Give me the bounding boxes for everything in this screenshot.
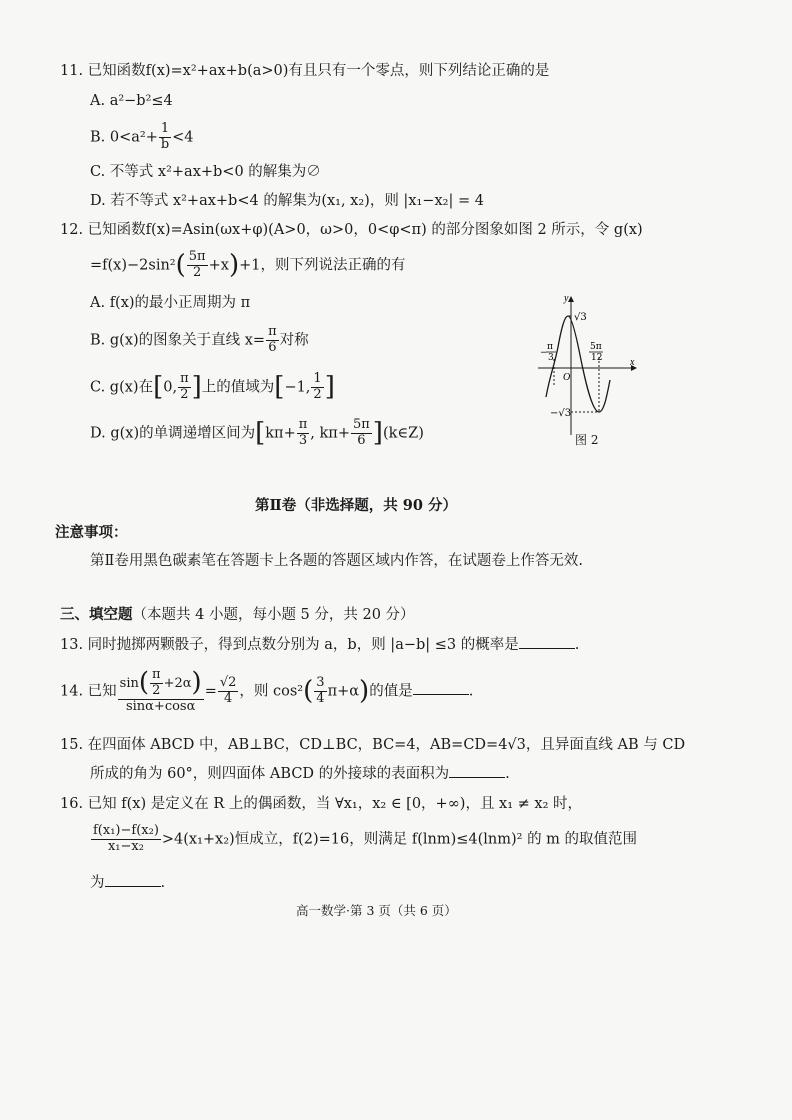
q13: 13. 同时抛掷两颗骰子，得到点数分别为 a，b，则 |a−b| ≤3 的概率是 . — [60, 637, 580, 653]
fraction-numerator: √2 — [219, 674, 237, 690]
right-tick-numerator: 5π — [590, 342, 602, 352]
x-axis-label: x — [630, 357, 635, 368]
section3-title: 三、填空题 — [60, 606, 133, 623]
section3-header — [60, 606, 415, 624]
q12-c-mid: 上的值域为 — [201, 379, 275, 396]
q12-line2-suffix: +1，则下列说法正确的有 — [239, 257, 406, 274]
q11-b-fraction — [159, 122, 171, 153]
q12-d-fraction-1 — [297, 418, 310, 449]
q16-line2-rest: >4(x₁+x₂)恒成立，f(2)=16，则满足 f(lnm)≤4(lnm)² 的 m 的取值范围 — [161, 831, 638, 848]
part2-title: 第Ⅱ卷（非选择题，共 90 分） — [255, 497, 457, 514]
q11-option-a: A. a²−b²≤4 — [90, 93, 173, 109]
left-tick-denominator: 3 — [548, 353, 554, 363]
paren-left: ( — [138, 667, 150, 698]
q14-answer-blank[interactable] — [413, 682, 469, 695]
fraction-numerator: 5π — [188, 249, 206, 265]
section3-note: （本题共 4 小题，每小题 5 分，共 20 分） — [132, 607, 415, 623]
fraction-denominator: 2 — [313, 387, 322, 403]
figure-2-graph — [530, 285, 650, 445]
fraction-numerator: π — [298, 417, 308, 433]
notice-title: 注意事项： — [55, 524, 128, 541]
q12-line2-prefix: =f(x)−2sin² — [90, 257, 176, 274]
q12-option-c — [90, 372, 335, 403]
q12-line2-fraction — [187, 250, 208, 281]
bracket-right: ] — [191, 372, 202, 402]
sine-curve — [546, 316, 610, 412]
fraction-numerator: f(x₁)−f(x₂) — [93, 823, 159, 838]
q14-cos-post: π+α — [327, 683, 360, 700]
fraction-denominator: 2 — [193, 265, 202, 281]
left-tick-numerator: π — [547, 342, 553, 352]
q16-line3-text: 为 — [90, 875, 105, 891]
fraction-denominator: 4 — [223, 690, 233, 706]
origin-label: O — [563, 372, 571, 383]
q16-answer-blank[interactable] — [105, 874, 161, 887]
q15-answer-blank[interactable] — [449, 765, 505, 778]
bracket-left: [ — [255, 418, 266, 448]
q14-cos-fraction — [314, 676, 326, 707]
fraction-denominator: 6 — [357, 433, 366, 449]
q12-stem: 12. 已知函数f(x)=Asin(ωx+φ)(A>0，ω>0，0<φ<π) 的部分图象如图 2 所示，令 g(x) — [60, 222, 643, 238]
fraction-denominator: b — [160, 136, 170, 152]
q12-line2-mid: +x — [208, 257, 229, 274]
fraction-numerator: π — [268, 324, 277, 339]
q12-line2 — [90, 250, 405, 281]
q14-sin: sin — [119, 675, 139, 691]
q11-option-d: D. 若不等式 x²+ax+b<4 的解集为(x₁, x₂)，则 |x₁−x₂| = 4 — [90, 193, 484, 209]
fraction-denominator: 2 — [180, 387, 189, 403]
q12-d-suffix: (k∈Z) — [382, 425, 424, 442]
q14-suffix: 的值是 — [369, 683, 413, 700]
q14-equals: = — [204, 683, 217, 700]
q11-b-suffix: <4 — [172, 129, 194, 146]
fraction-numerator: 5π — [352, 417, 370, 433]
q16-fraction — [91, 824, 161, 855]
q12-option-d — [90, 418, 424, 449]
y-axis-label: y — [564, 293, 569, 304]
q12-b-suffix: 对称 — [279, 332, 309, 349]
bracket-right: ] — [372, 418, 383, 448]
q13-text: 13. 同时抛掷两颗骰子，得到点数分别为 a，b，则 |a−b| ≤3 的概率是 — [60, 637, 519, 653]
q14-main-denominator: sinα+cosα — [125, 698, 196, 714]
q14-prefix: 14. 已知 — [60, 683, 117, 700]
q14-mid: ，则 cos² — [239, 683, 304, 700]
q15-line2-text: 所成的角为 60°，则四面体 ABCD 的外接球的表面积为 — [90, 766, 450, 782]
fraction-denominator: 6 — [268, 339, 277, 355]
notice-text: 第Ⅱ卷用黑色碳素笔在答题卡上各题的答题区域内作答，在试题卷上作答无效. — [90, 553, 583, 569]
right-tick-denominator: 12 — [591, 353, 603, 363]
fraction-numerator: π — [152, 667, 161, 682]
fraction-denominator: 2 — [152, 682, 161, 698]
q14-main-fraction — [118, 668, 204, 715]
figure-caption: 图 2 — [575, 433, 599, 447]
fraction-numerator: 3 — [316, 674, 325, 690]
page-footer: 高一数学·第 3 页（共 6 页） — [296, 903, 457, 918]
fraction-denominator: 4 — [316, 690, 325, 706]
bracket-right: ] — [324, 372, 335, 402]
q11-option-b — [90, 122, 194, 153]
paren-left: ( — [303, 675, 314, 706]
bracket-left: [ — [274, 372, 285, 402]
bracket-left: [ — [153, 372, 164, 402]
q13-answer-blank[interactable] — [519, 636, 575, 649]
q15-line2: 所成的角为 60°，则四面体 ABCD 的外接球的表面积为 . — [90, 766, 510, 782]
q11-b-prefix: B. 0<a²+ — [90, 129, 158, 146]
q16-line1: 16. 已知 f(x) 是定义在 R 上的偶函数，当 ∀x₁，x₂ ∈ [0，+∞)，且 x₁ ≠ x₂ 时， — [60, 796, 583, 812]
fraction-numerator: 1 — [160, 121, 170, 136]
left-tick-sign: − — [540, 348, 548, 358]
q12-c-range-left: −1, — [284, 379, 311, 396]
q12-c-interval-left: 0, — [163, 379, 178, 396]
q12-option-a: A. f(x)的最小正周期为 π — [90, 295, 251, 311]
q14-inner-fraction — [150, 668, 163, 699]
max-value-label: √3 — [574, 312, 587, 323]
q14-num-post: +2α — [163, 675, 192, 691]
q11-stem: 11. 已知函数f(x)=x²+ax+b(a>0)有且只有一个零点，则下列结论正确的是 — [60, 63, 550, 79]
paren-left: ( — [175, 250, 186, 280]
q12-c-prefix: C. g(x)在 — [90, 379, 154, 396]
fraction-numerator: 1 — [313, 371, 322, 387]
q15-line1: 15. 在四面体 ABCD 中，AB⊥BC，CD⊥BC，BC=4，AB=CD=4√3，且异面直线 AB 与 CD — [60, 737, 686, 753]
q12-d-mid: , kπ+ — [310, 425, 350, 442]
q14: 14. 已知 sin( $\frac{\pi}{2}$ +2α) sinα+cosα = $\frac{√2}{4}$ ，则 cos²( $\frac{3}{4}$ π+α)的值是 . — [60, 667, 474, 714]
q12-b-prefix: B. g(x)的图象关于直线 x= — [90, 332, 266, 349]
min-value-label: −√3 — [550, 408, 572, 419]
q16-line3: 为 . — [90, 875, 166, 891]
q12-c-fraction — [178, 372, 191, 403]
paren-right: ) — [359, 675, 370, 706]
q12-d-fraction-2 — [351, 418, 372, 449]
fraction-denominator: 3 — [298, 433, 308, 449]
q12-b-fraction — [266, 325, 279, 356]
q12-d-left: kπ+ — [265, 425, 296, 442]
q12-d-prefix: D. g(x)的单调递增区间为 — [90, 425, 256, 442]
fraction-numerator: π — [180, 371, 189, 387]
q12-c-range-fraction — [311, 372, 323, 403]
q11-option-c: C. 不等式 x²+ax+b<0 的解集为∅ — [90, 164, 321, 180]
q16-line2 — [90, 824, 637, 855]
fraction-denominator: x₁−x₂ — [107, 838, 144, 854]
paren-right: ) — [228, 250, 240, 280]
q14-main-numerator — [118, 668, 204, 700]
paren-right: ) — [191, 667, 202, 698]
q12-option-b — [90, 325, 309, 356]
q14-rhs-fraction — [218, 676, 239, 707]
